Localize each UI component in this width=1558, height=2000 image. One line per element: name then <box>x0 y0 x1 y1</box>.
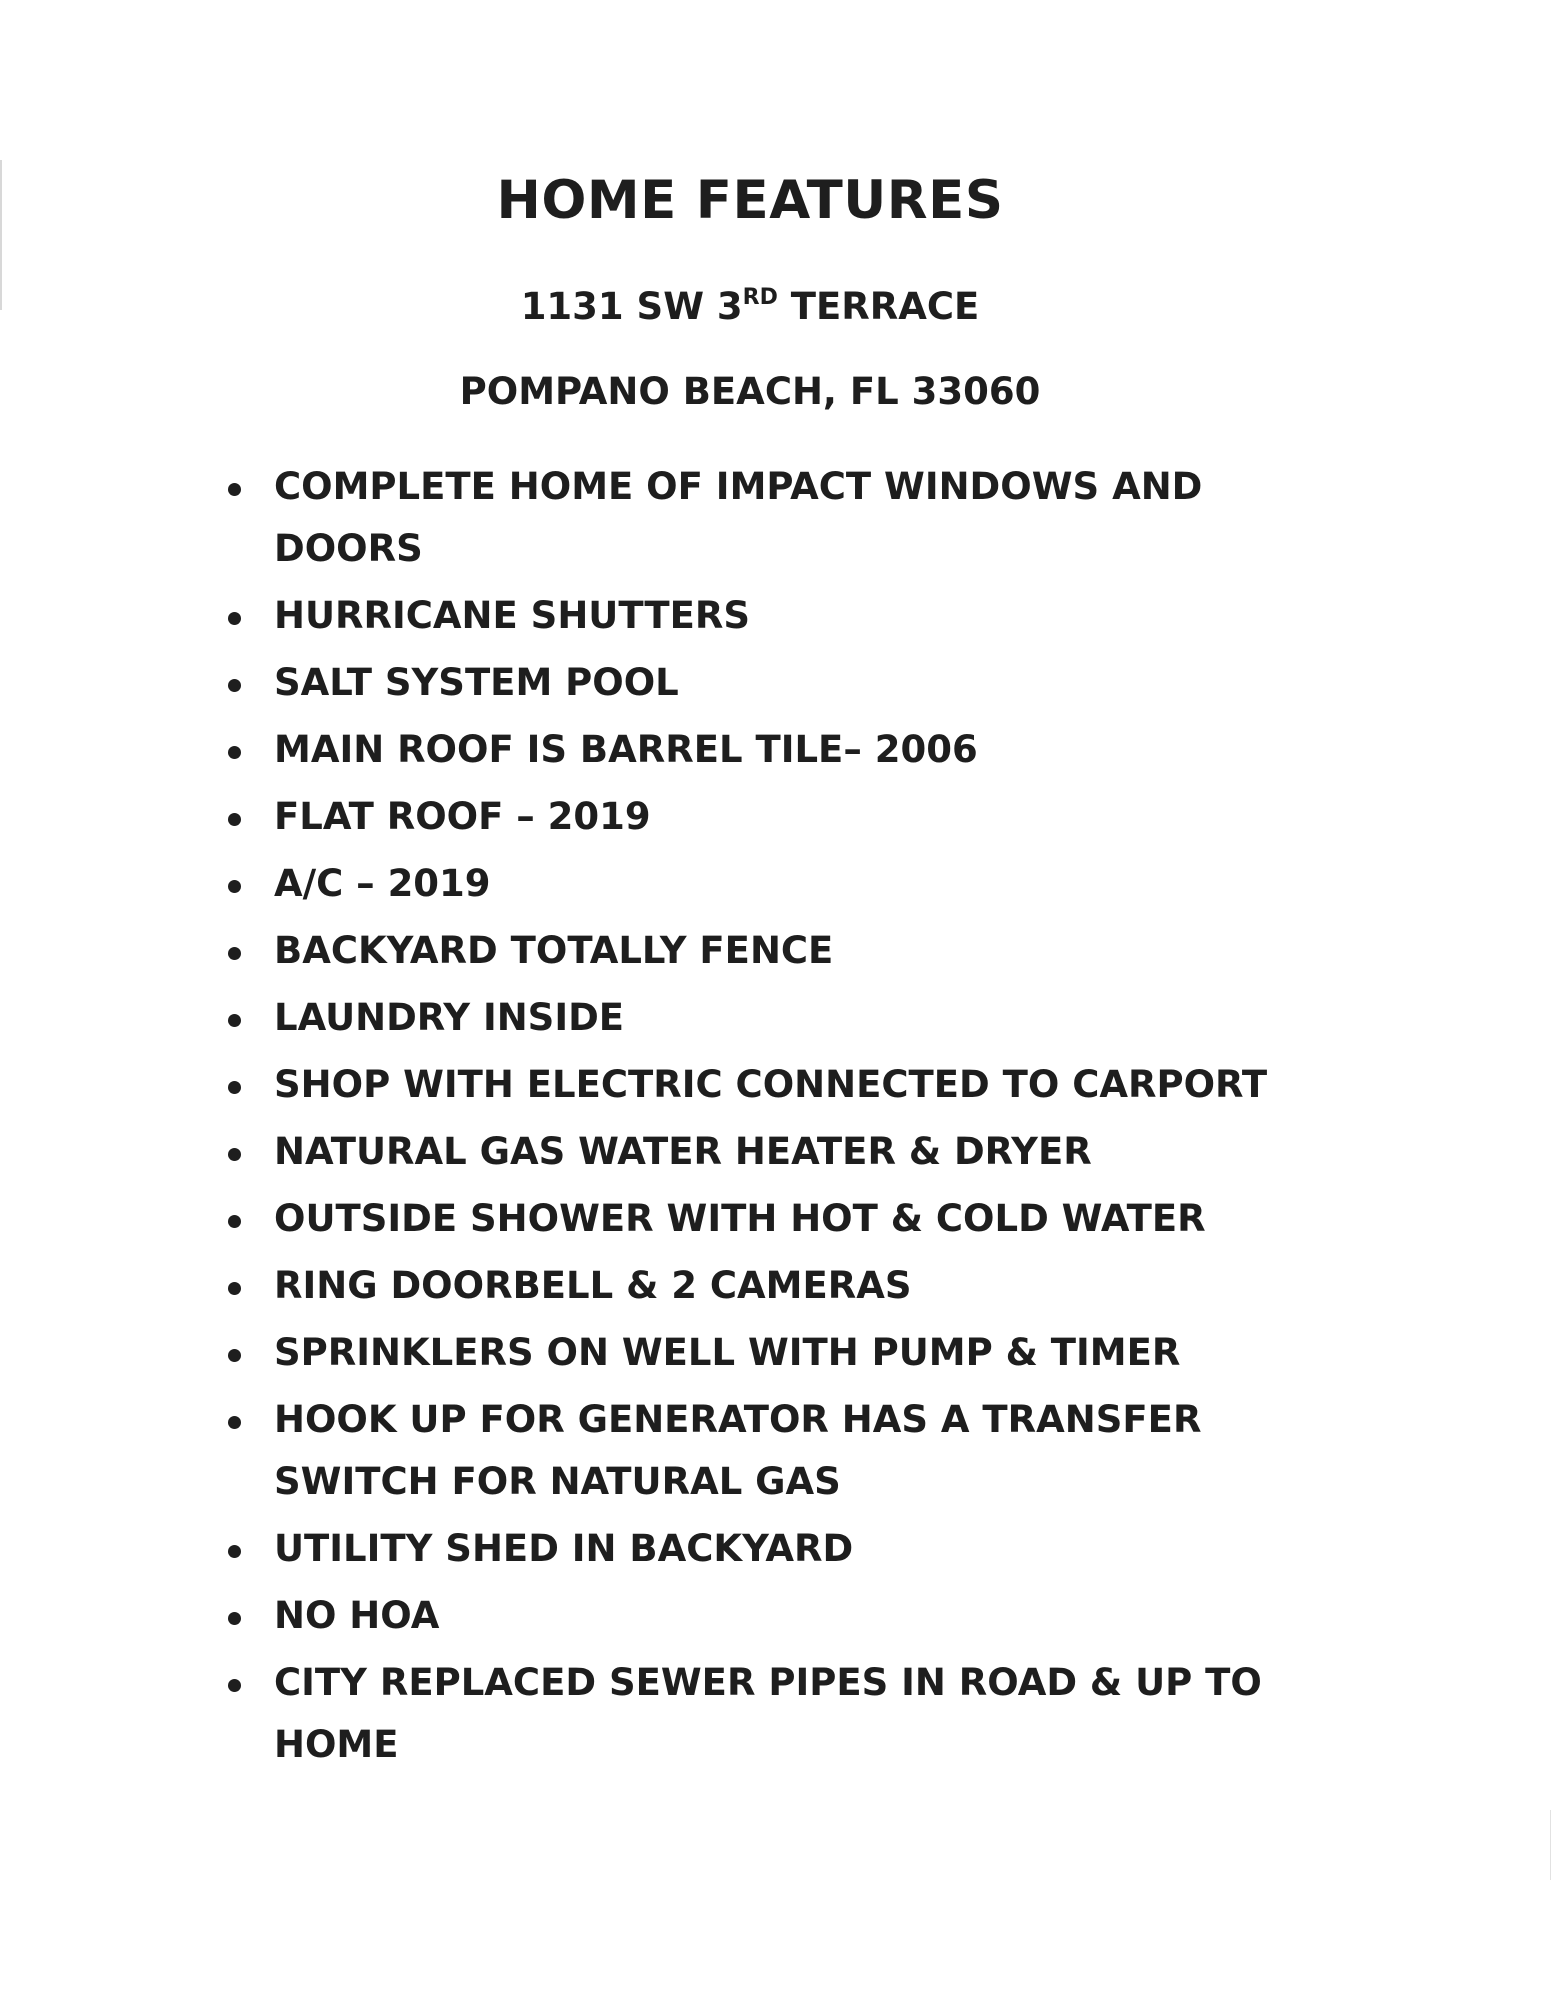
feature-item <box>226 1255 1346 1317</box>
feature-text: HURRICANE SHUTTERS <box>274 594 751 637</box>
feature-text: RING DOORBELL & 2 CAMERAS <box>274 1264 912 1307</box>
bullet-icon <box>228 1215 241 1228</box>
ordinal-superscript: RD <box>742 285 778 310</box>
street-name-text: TERRACE <box>777 285 980 328</box>
features-list <box>226 456 1346 1781</box>
feature-item <box>226 719 1346 781</box>
bullet-icon <box>228 1282 241 1295</box>
feature-text: SPRINKLERS ON WELL WITH PUMP & TIMER <box>274 1331 1181 1374</box>
feature-item <box>226 786 1346 848</box>
feature-text: FLAT ROOF – 2019 <box>274 795 651 838</box>
bullet-icon <box>228 1349 241 1362</box>
street-number-text: 1131 SW 3 <box>520 285 743 328</box>
bullet-icon <box>228 679 241 692</box>
city-state-zip: POMPANO BEACH, FL 33060 <box>459 370 1041 413</box>
bullet-icon <box>228 483 241 496</box>
feature-text: HOOK UP FOR GENERATOR HAS A TRANSFER SWITCH FOR NATURAL GAS <box>274 1398 1202 1503</box>
feature-item <box>226 652 1346 714</box>
bullet-icon <box>228 1081 241 1094</box>
feature-item <box>226 1121 1346 1183</box>
feature-item <box>226 1585 1346 1647</box>
bullet-icon <box>228 612 241 625</box>
feature-item <box>226 1518 1346 1580</box>
feature-item <box>226 456 1346 580</box>
feature-item <box>226 1322 1346 1384</box>
bullet-icon <box>228 1416 241 1429</box>
feature-text: UTILITY SHED IN BACKYARD <box>274 1527 854 1570</box>
feature-item <box>226 1188 1346 1250</box>
feature-text: CITY REPLACED SEWER PIPES IN ROAD & UP TO HOME <box>274 1661 1262 1766</box>
bullet-icon <box>228 1014 241 1027</box>
feature-item <box>226 920 1346 982</box>
feature-text: SALT SYSTEM POOL <box>274 661 679 704</box>
bullet-icon <box>228 1148 241 1161</box>
street-address <box>0 285 1500 328</box>
feature-item <box>226 853 1346 915</box>
feature-item <box>226 1054 1346 1116</box>
bullet-icon <box>228 1545 241 1558</box>
bullet-icon <box>228 947 241 960</box>
feature-text: NO HOA <box>274 1594 440 1637</box>
bullet-icon <box>228 880 241 893</box>
feature-text: MAIN ROOF IS BARREL TILE– 2006 <box>274 728 978 771</box>
feature-item <box>226 987 1346 1049</box>
feature-text: BACKYARD TOTALLY FENCE <box>274 929 834 972</box>
feature-text: NATURAL GAS WATER HEATER & DRYER <box>274 1130 1092 1173</box>
bullet-icon <box>228 746 241 759</box>
feature-text: COMPLETE HOME OF IMPACT WINDOWS AND DOORS <box>274 465 1203 570</box>
scan-edge-mark <box>1550 1810 1551 1880</box>
feature-item <box>226 585 1346 647</box>
feature-item <box>226 1389 1346 1513</box>
bullet-icon <box>228 813 241 826</box>
feature-text: SHOP WITH ELECTRIC CONNECTED TO CARPORT <box>274 1063 1268 1106</box>
feature-text: LAUNDRY INSIDE <box>274 996 625 1039</box>
feature-text: A/C – 2019 <box>274 862 491 905</box>
feature-text: OUTSIDE SHOWER WITH HOT & COLD WATER <box>274 1197 1206 1240</box>
bullet-icon <box>228 1612 241 1625</box>
page-title: HOME FEATURES <box>496 170 1004 231</box>
bullet-icon <box>228 1679 241 1692</box>
feature-item <box>226 1652 1346 1776</box>
